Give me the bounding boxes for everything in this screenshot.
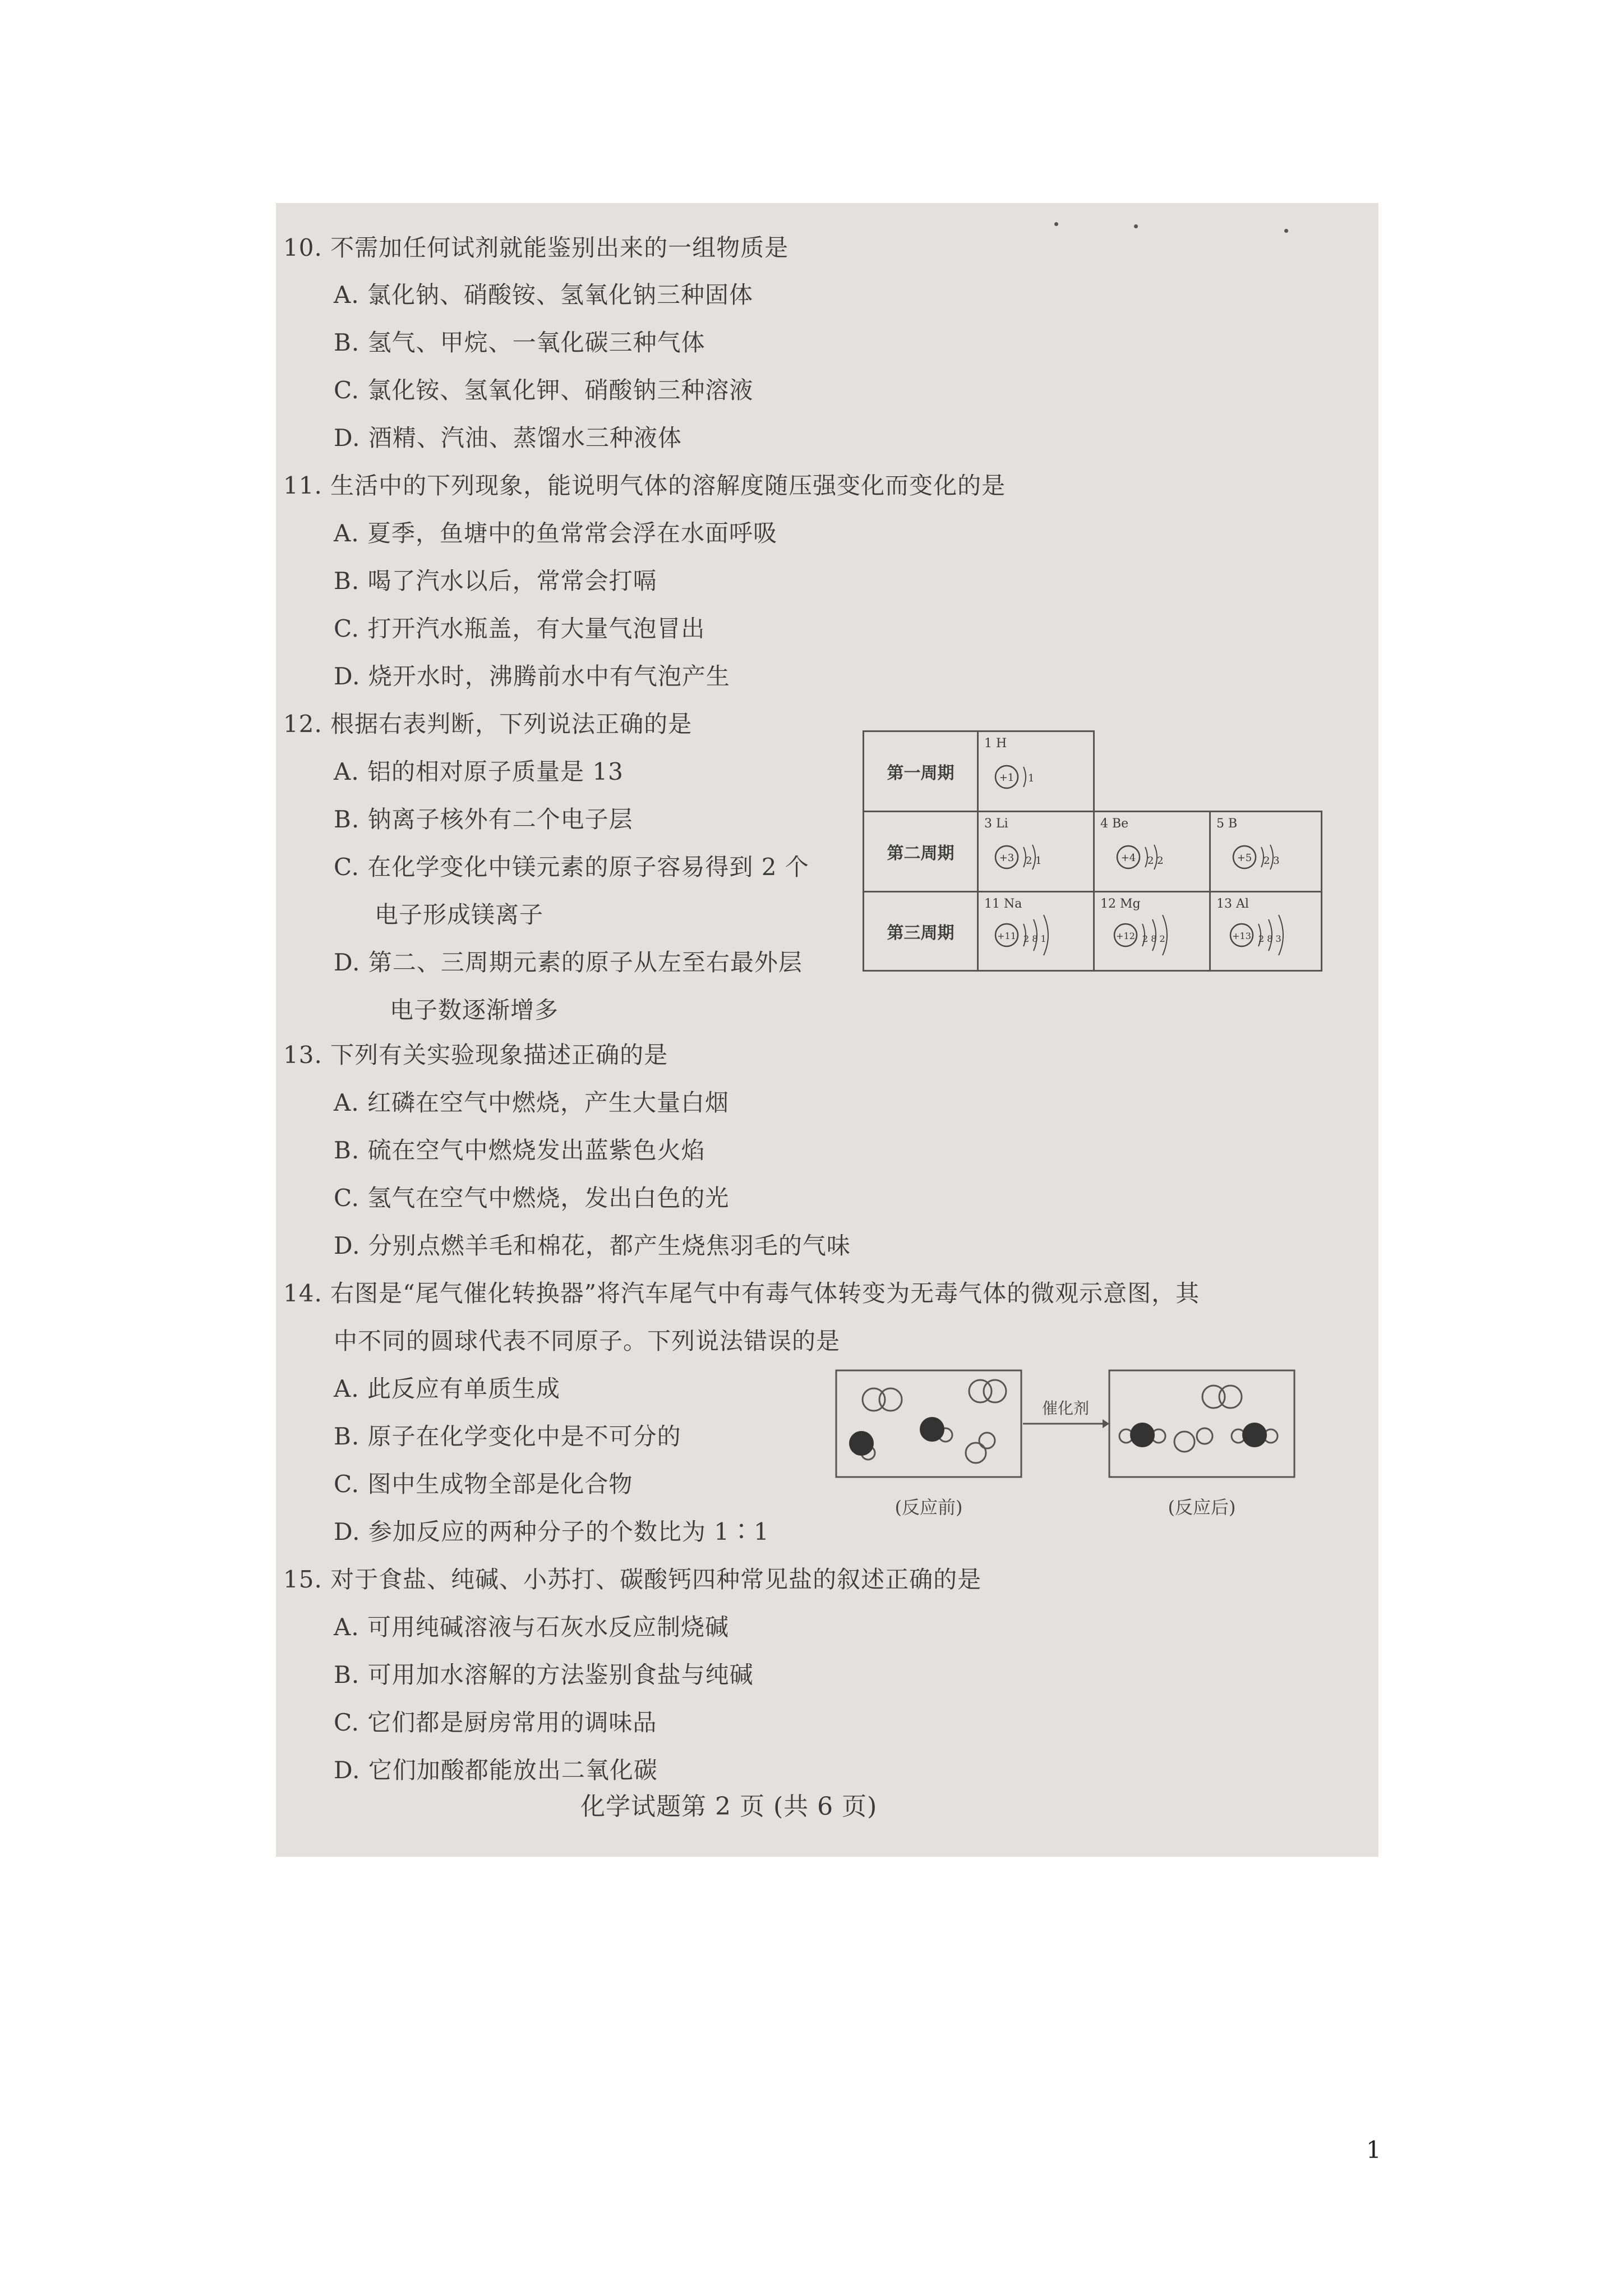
q10-option-d: D. 酒精、汽油、蒸馏水三种液体 <box>334 424 682 452</box>
element-be-label: 4 Be <box>1100 817 1129 831</box>
element-al-label: 13 Al <box>1216 897 1249 911</box>
scan-speck <box>1284 229 1288 233</box>
period-1-header: 第一周期 <box>863 730 979 812</box>
q13-option-c: C. 氢气在空气中燃烧，发出白色的光 <box>334 1184 730 1212</box>
nucleus-li: +3 <box>999 852 1015 864</box>
q15-option-d: D. 它们加酸都能放出二氧化碳 <box>334 1756 658 1784</box>
shells-al: 2 8 3 <box>1258 933 1281 944</box>
q12-option-a: A. 铝的相对原子质量是 13 <box>334 758 624 785</box>
element-h-label: 1 H <box>984 737 1007 751</box>
q12-option-b: B. 钠离子核外有二个电子层 <box>334 806 633 833</box>
q10-option-b: B. 氢气、甲烷、一氧化碳三种气体 <box>334 329 706 356</box>
question-14-stem-cont: 中不同的圆球代表不同原子。下列说法错误的是 <box>334 1327 841 1355</box>
atom-structure-na <box>979 892 1091 971</box>
q11-option-b: B. 喝了汽水以后，常常会打嗝 <box>334 567 657 595</box>
question-13-stem: 13. 下列有关实验现象描述正确的是 <box>283 1041 668 1069</box>
q12-option-d: D. 第二、三周期元素的原子从左至右最外层 <box>334 949 803 976</box>
element-h-cell <box>977 730 1095 812</box>
q15-option-c: C. 它们都是厨房常用的调味品 <box>334 1709 657 1736</box>
nucleus-h: +1 <box>999 772 1015 784</box>
q13-option-b: B. 硫在空气中燃烧发出蓝紫色火焰 <box>334 1137 706 1164</box>
q10-option-a: A. 氯化钠、硝酸铵、氢氧化钠三种固体 <box>334 281 754 309</box>
atom-structure-h <box>979 732 1091 811</box>
scan-speck <box>1134 224 1138 228</box>
atom-structure-b <box>1211 812 1323 891</box>
element-na-label: 11 Na <box>984 897 1022 911</box>
element-mg-cell <box>1093 891 1211 972</box>
element-b-cell <box>1209 811 1322 892</box>
q14-option-b: B. 原子在化学变化中是不可分的 <box>334 1423 681 1450</box>
q15-option-b: B. 可用加水溶解的方法鉴别食盐与纯碱 <box>334 1661 754 1688</box>
q13-option-d: D. 分别点燃羊毛和棉花，都产生烧焦羽毛的气味 <box>334 1232 851 1259</box>
element-b-label: 5 B <box>1216 817 1238 831</box>
q12-option-d-cont: 电子数逐渐增多 <box>390 996 559 1024</box>
shells-mg: 2 8 2 <box>1142 933 1165 944</box>
shells-na: 2 8 1 <box>1023 933 1046 944</box>
shells-h: 1 <box>1028 772 1035 784</box>
after-label: (反应后) <box>1168 1497 1236 1518</box>
nucleus-be: +4 <box>1121 852 1136 864</box>
nucleus-b: +5 <box>1237 852 1252 864</box>
q13-option-a: A. 红磷在空气中燃烧，产生大量白烟 <box>334 1089 730 1116</box>
q15-option-a: A. 可用纯碱溶液与石灰水反应制烧碱 <box>334 1613 730 1641</box>
shells-b: 2 3 <box>1264 855 1280 867</box>
q14-option-d: D. 参加反应的两种分子的个数比为 1∶1 <box>334 1518 769 1545</box>
shells-be: 2 2 <box>1147 855 1164 867</box>
element-li-cell <box>977 811 1095 892</box>
question-11-stem: 11. 生活中的下列现象，能说明气体的溶解度随压强变化而变化的是 <box>283 472 1006 499</box>
catalyst-label: 催化剂 <box>1041 1399 1090 1418</box>
question-15-stem: 15. 对于食盐、纯碱、小苏打、碳酸钙四种常见盐的叙述正确的是 <box>283 1566 982 1593</box>
nucleus-mg: +12 <box>1116 931 1135 941</box>
reaction-diagram <box>834 1369 1311 1531</box>
q12-option-c: C. 在化学变化中镁元素的原子容易得到 2 个 <box>334 853 809 881</box>
atom-structure-mg <box>1095 892 1207 971</box>
element-na-cell <box>977 891 1095 972</box>
question-14-stem: 14. 右图是“尾气催化转换器”将汽车尾气中有毒气体转变为无毒气体的微观示意图，其 <box>283 1280 1200 1307</box>
element-be-cell <box>1093 811 1211 892</box>
page-number: 1 <box>1366 2136 1381 2164</box>
shells-li: 2 1 <box>1026 855 1042 867</box>
page-footer: 化学试题第 2 页 (共 6 页) <box>580 1792 878 1821</box>
element-mg-label: 12 Mg <box>1100 897 1141 911</box>
q11-option-a: A. 夏季，鱼塘中的鱼常常会浮在水面呼吸 <box>334 519 778 547</box>
question-10-stem: 10. 不需加任何试剂就能鉴别出来的一组物质是 <box>283 234 789 261</box>
q12-option-c-cont: 电子形成镁离子 <box>375 901 544 928</box>
q14-option-a: A. 此反应有单质生成 <box>334 1375 561 1402</box>
atom-structure-al <box>1211 892 1323 971</box>
q11-option-c: C. 打开汽水瓶盖，有大量气泡冒出 <box>334 615 706 642</box>
nucleus-na: +11 <box>997 931 1016 941</box>
q11-option-d: D. 烧开水时，沸腾前水中有气泡产生 <box>334 662 730 690</box>
before-label: (反应前) <box>895 1497 963 1518</box>
scan-speck <box>1054 222 1058 226</box>
period-3-header: 第三周期 <box>863 891 979 972</box>
q14-option-c: C. 图中生成物全部是化合物 <box>334 1470 633 1498</box>
period-2-header: 第二周期 <box>863 811 979 892</box>
atom-structure-be <box>1095 812 1207 891</box>
q10-option-c: C. 氯化铵、氢氧化钾、硝酸钠三种溶液 <box>334 376 754 404</box>
periodic-table <box>863 730 1322 972</box>
atom-structure-li <box>979 812 1091 891</box>
element-li-label: 3 Li <box>984 817 1008 831</box>
question-12-stem: 12. 根据右表判断，下列说法正确的是 <box>283 710 693 738</box>
nucleus-al: +13 <box>1232 931 1251 941</box>
element-al-cell <box>1209 891 1322 972</box>
